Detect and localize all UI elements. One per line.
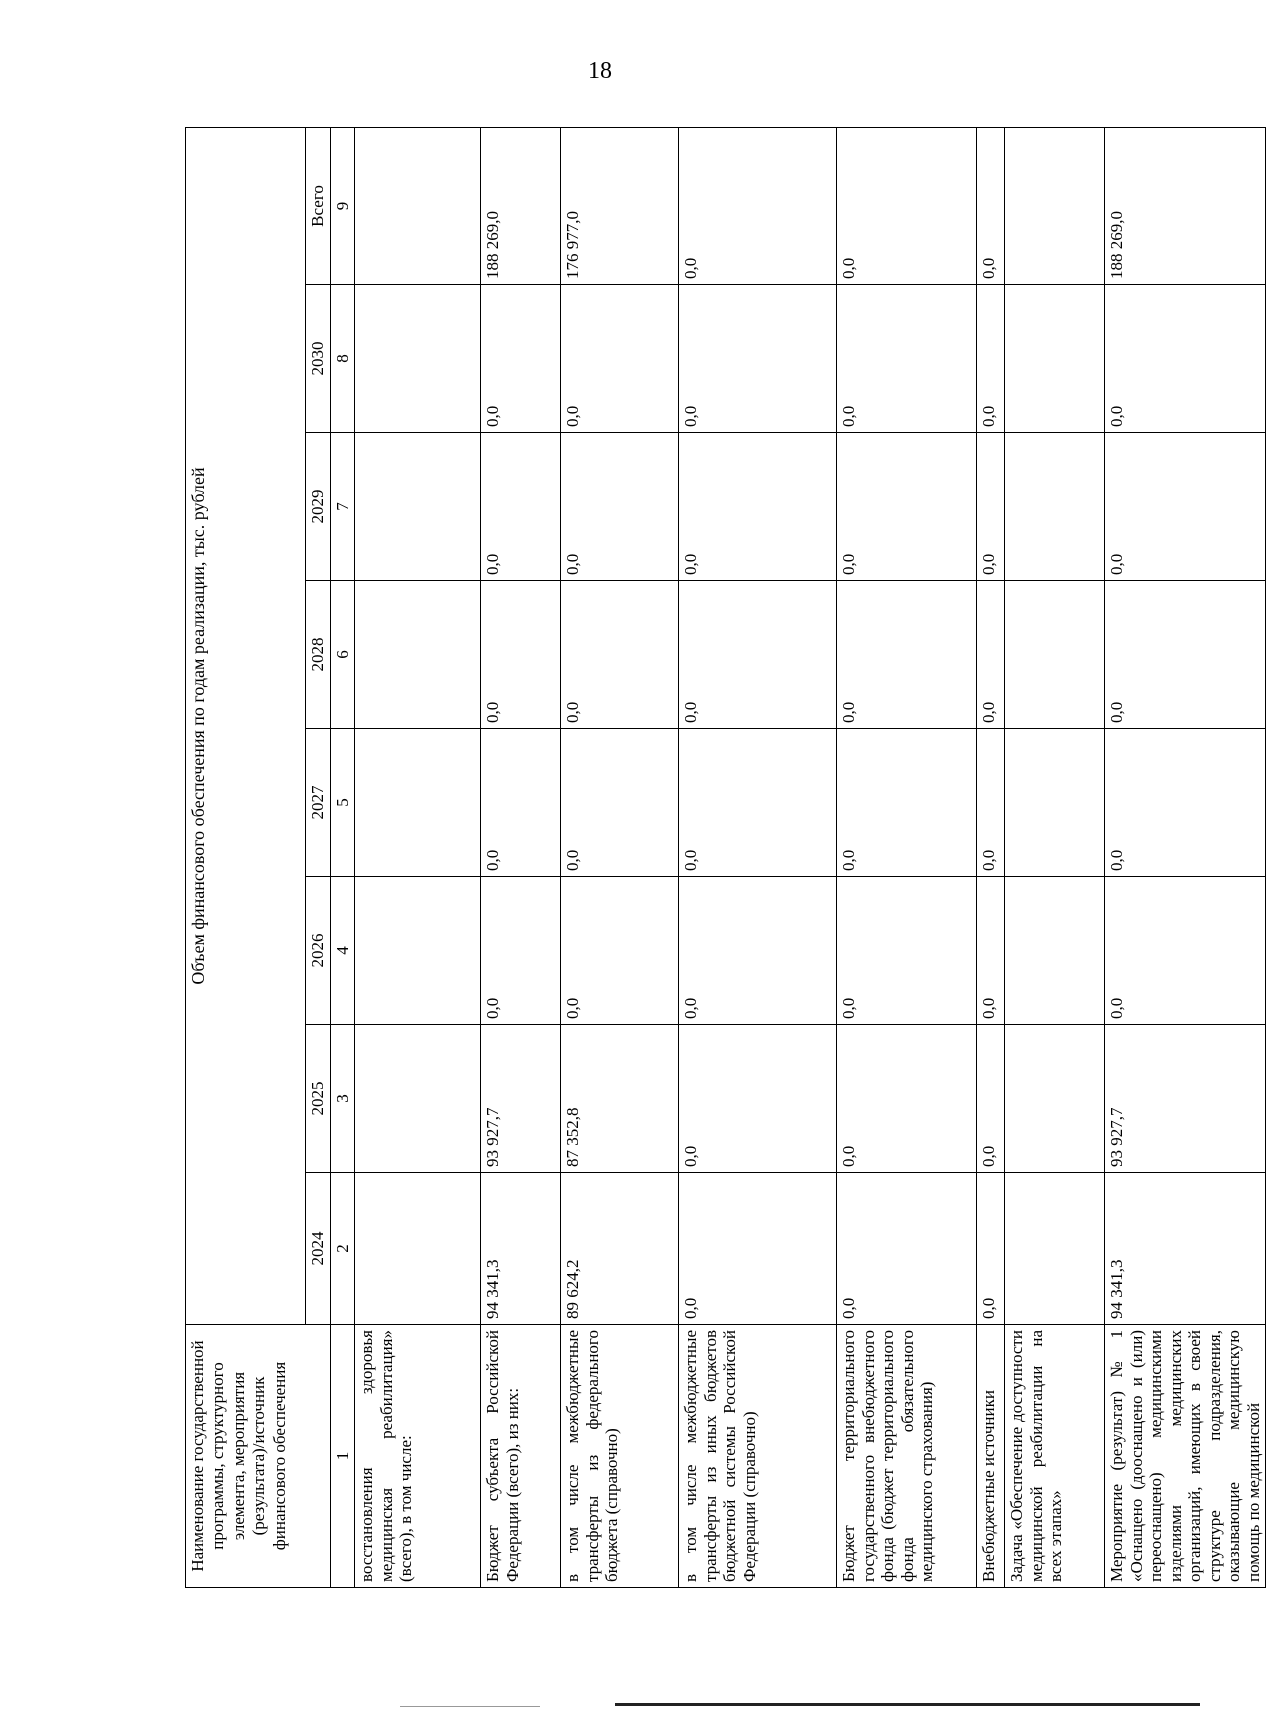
- row-value: 0,0: [837, 1173, 977, 1325]
- table-row: [355, 127, 481, 1587]
- table-row: [977, 127, 1005, 1587]
- table-body: [355, 127, 1266, 1587]
- row-value: 0,0: [679, 877, 837, 1025]
- header-year: 2026: [306, 877, 331, 1025]
- table-row: [561, 127, 679, 1587]
- row-name: в том числе межбюджетные трансферты из иных бюджетов бюджетной системы Российской Федерации (справочно): [679, 1325, 837, 1588]
- row-value: 0,0: [837, 1025, 977, 1173]
- financing-table: [185, 127, 1266, 1588]
- row-value: 0,0: [1105, 581, 1266, 729]
- table-row: [1105, 127, 1266, 1587]
- row-total-value: 188 269,0: [1105, 127, 1266, 284]
- row-value: [1005, 581, 1105, 729]
- column-index: 6: [330, 581, 355, 729]
- header-year: 2024: [306, 1173, 331, 1325]
- row-total-value: 176 977,0: [561, 127, 679, 284]
- row-value: 0,0: [837, 877, 977, 1025]
- row-value: 0,0: [1105, 285, 1266, 433]
- row-name: Бюджет субъекта Российской Федерации (всего), из них:: [481, 1325, 561, 1588]
- column-index: 4: [330, 877, 355, 1025]
- row-value: 0,0: [977, 433, 1005, 581]
- row-value: 0,0: [837, 285, 977, 433]
- column-index: 1: [330, 1325, 355, 1588]
- row-value: 0,0: [837, 581, 977, 729]
- table-row: [679, 127, 837, 1587]
- row-value: 0,0: [1105, 877, 1266, 1025]
- row-value: 0,0: [679, 581, 837, 729]
- row-value: 0,0: [837, 729, 977, 877]
- row-value: 0,0: [977, 1025, 1005, 1173]
- scan-artifact: [615, 1703, 1200, 1706]
- row-value: 0,0: [977, 581, 1005, 729]
- header-volume: Объем финансового обеспечения по годам реализации, тыс. рублей: [186, 127, 306, 1324]
- row-total-value: [1005, 127, 1105, 284]
- row-value: 0,0: [481, 433, 561, 581]
- row-value: 93 927,7: [481, 1025, 561, 1173]
- table-row: [1005, 127, 1105, 1587]
- row-name: Задача «Обеспечение доступности медицинской реабилитации на всех этапах»: [1005, 1325, 1105, 1588]
- row-value: [355, 1173, 481, 1325]
- row-value: 0,0: [679, 285, 837, 433]
- row-value: [355, 729, 481, 877]
- column-index: 7: [330, 433, 355, 581]
- row-value: 0,0: [977, 877, 1005, 1025]
- row-value: 0,0: [561, 729, 679, 877]
- row-value: 87 352,8: [561, 1025, 679, 1173]
- header-total: Всего: [306, 127, 331, 284]
- row-value: [355, 433, 481, 581]
- row-value: 0,0: [481, 877, 561, 1025]
- row-name: восстановления здоровья медицинская реабилитация» (всего), в том числе:: [355, 1325, 481, 1588]
- row-value: 0,0: [481, 581, 561, 729]
- row-value: [1005, 729, 1105, 877]
- row-value: 0,0: [561, 877, 679, 1025]
- table-row: [837, 127, 977, 1587]
- row-value: [1005, 877, 1105, 1025]
- row-value: 0,0: [561, 285, 679, 433]
- row-value: [355, 877, 481, 1025]
- column-index: 8: [330, 285, 355, 433]
- row-value: [1005, 1025, 1105, 1173]
- row-value: 0,0: [679, 433, 837, 581]
- row-total-value: 0,0: [977, 127, 1005, 284]
- row-value: 94 341,3: [1105, 1173, 1266, 1325]
- rotated-table-container: [185, 128, 1263, 1588]
- row-total-value: [355, 127, 481, 284]
- row-value: 0,0: [1105, 729, 1266, 877]
- row-value: 0,0: [481, 729, 561, 877]
- row-value: [1005, 285, 1105, 433]
- row-value: 0,0: [679, 1025, 837, 1173]
- header-name-column: Наименование государственной программы, структурного элемента, мероприятия (результата)/источник финансового обеспечения: [186, 1325, 331, 1588]
- row-name: Внебюджетные источники: [977, 1325, 1005, 1588]
- row-value: [1005, 1173, 1105, 1325]
- row-total-value: 0,0: [679, 127, 837, 284]
- column-index: 2: [330, 1173, 355, 1325]
- row-value: 93 927,7: [1105, 1025, 1266, 1173]
- column-index: 9: [330, 127, 355, 284]
- row-value: 0,0: [1105, 433, 1266, 581]
- row-value: 0,0: [679, 1173, 837, 1325]
- row-value: 0,0: [481, 285, 561, 433]
- header-year: 2030: [306, 285, 331, 433]
- row-value: [355, 285, 481, 433]
- column-index: 5: [330, 729, 355, 877]
- row-name: в том числе межбюджетные трансферты из федерального бюджета (справочно): [561, 1325, 679, 1588]
- header-year: 2028: [306, 581, 331, 729]
- row-value: [1005, 433, 1105, 581]
- scan-artifact: [400, 1706, 540, 1707]
- row-total-value: 0,0: [837, 127, 977, 284]
- row-value: 94 341,3: [481, 1173, 561, 1325]
- row-name: Бюджет территориального государственного внебюджетного фонда (бюджет территориального фонда обязательного медицинского страхования): [837, 1325, 977, 1588]
- row-value: 0,0: [561, 581, 679, 729]
- row-value: 89 624,2: [561, 1173, 679, 1325]
- row-value: [355, 581, 481, 729]
- row-total-value: 188 269,0: [481, 127, 561, 284]
- page-number: 18: [588, 58, 612, 84]
- row-value: 0,0: [977, 285, 1005, 433]
- header-year: 2025: [306, 1025, 331, 1173]
- row-value: 0,0: [561, 433, 679, 581]
- header-year: 2029: [306, 433, 331, 581]
- row-value: 0,0: [977, 729, 1005, 877]
- row-value: [355, 1025, 481, 1173]
- table-row: [481, 127, 561, 1587]
- row-name: Мероприятие (результат) № 1 «Оснащено (дооснащено и (или) переоснащено) медицинскими изделиями медицинских организаций, имеющих в своей структуре подразделения, оказывающие медицинскую помощь по медицинской: [1105, 1325, 1266, 1588]
- header-year: 2027: [306, 729, 331, 877]
- row-value: 0,0: [679, 729, 837, 877]
- row-value: 0,0: [837, 433, 977, 581]
- row-value: 0,0: [977, 1173, 1005, 1325]
- column-index: 3: [330, 1025, 355, 1173]
